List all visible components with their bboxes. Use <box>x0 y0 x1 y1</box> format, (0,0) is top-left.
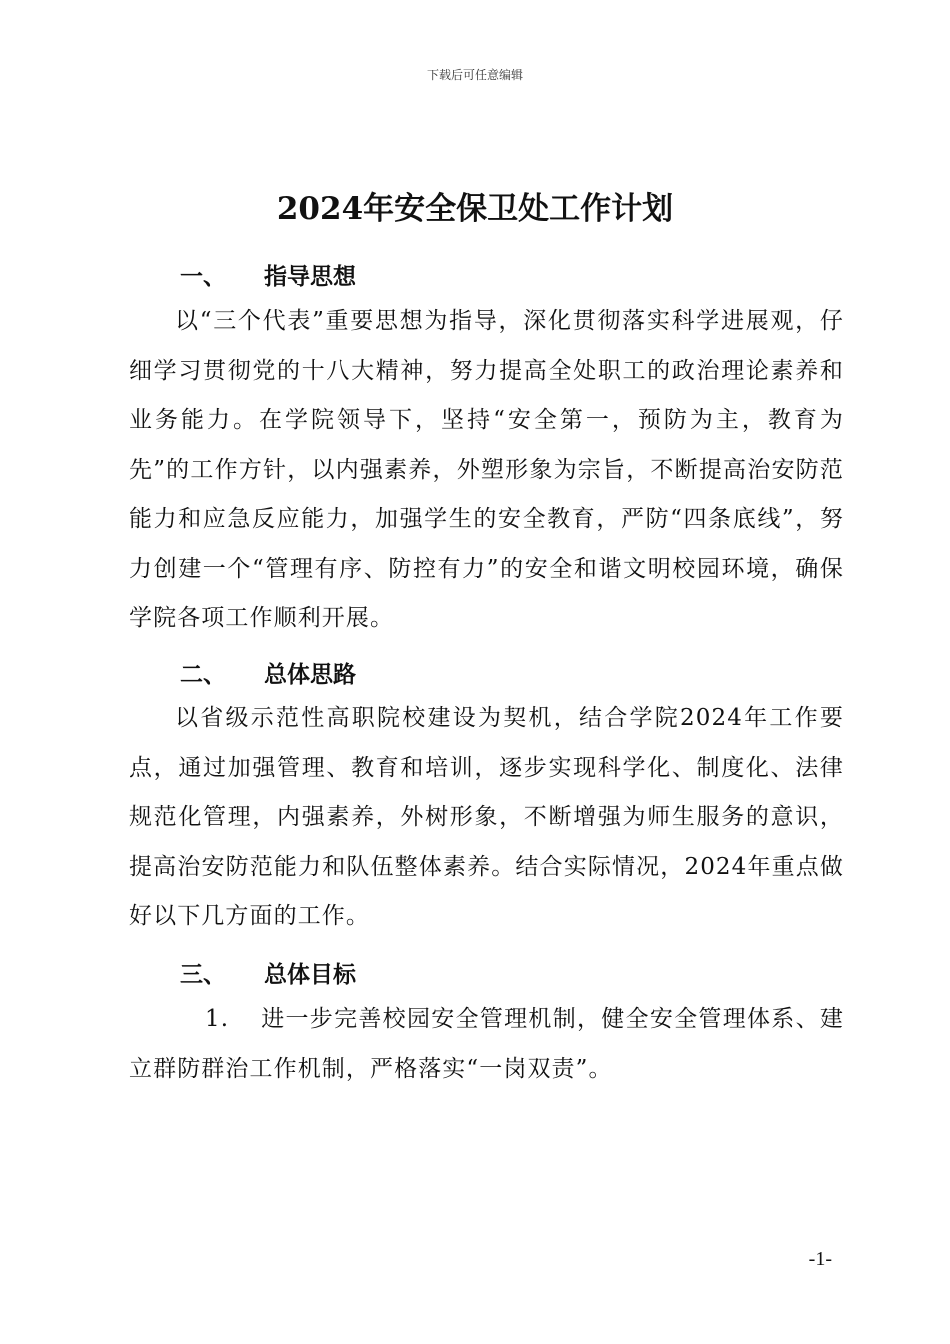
list-item <box>129 995 844 1094</box>
section-heading-1 <box>180 258 356 291</box>
document-title: 2024年安全保卫处工作计划 <box>276 191 674 227</box>
list-item-text: 进一步完善校园安全管理机制，健全安全管理体系、建立群防群治工作机制，严格落实“一岗双责”。 <box>129 1006 844 1082</box>
list-item-number: 1. <box>205 1006 230 1032</box>
section-paragraph-2: 以省级示范性高职院校建设为契机，结合学院2024年工作要点，通过加强管理、教育和培训，逐步实现科学化、制度化、法律规范化管理，内强素养，外树形象，不断增强为师生服务的意识，提高治安防范能力和队伍整体素养。结合实际情况，2024年重点做好以下几方面的工作。 <box>129 705 844 929</box>
section-paragraph-1: 以“三个代表”重要思想为指导，深化贯彻落实科学进展观，仔细学习贯彻党的十八大精神，努力提高全处职工的政治理论素养和业务能力。在学院领导下，坚持“安全第一，预防为主，教育为先”的工作方针，以内强素养，外塑形象为宗旨，不断提高治安防范能力和应急反应能力，加强学生的安全教育，严防“四条底线”，努力创建一个“管理有序、防控有力”的安全和谐文明校园环境，确保学院各项工作顺利开展。 <box>129 308 844 631</box>
page-number: -1- <box>808 1248 832 1270</box>
section-heading-3 <box>180 956 356 989</box>
section-title: 总体目标 <box>264 961 356 988</box>
section-number: 三、 <box>180 961 226 988</box>
header-note: 下载后可任意编辑 <box>426 68 523 82</box>
section-title: 指导思想 <box>264 263 356 290</box>
section-number: 二、 <box>180 661 226 688</box>
section-title: 总体思路 <box>264 661 356 688</box>
section-number: 一、 <box>180 263 226 290</box>
section-heading-2 <box>180 656 356 689</box>
